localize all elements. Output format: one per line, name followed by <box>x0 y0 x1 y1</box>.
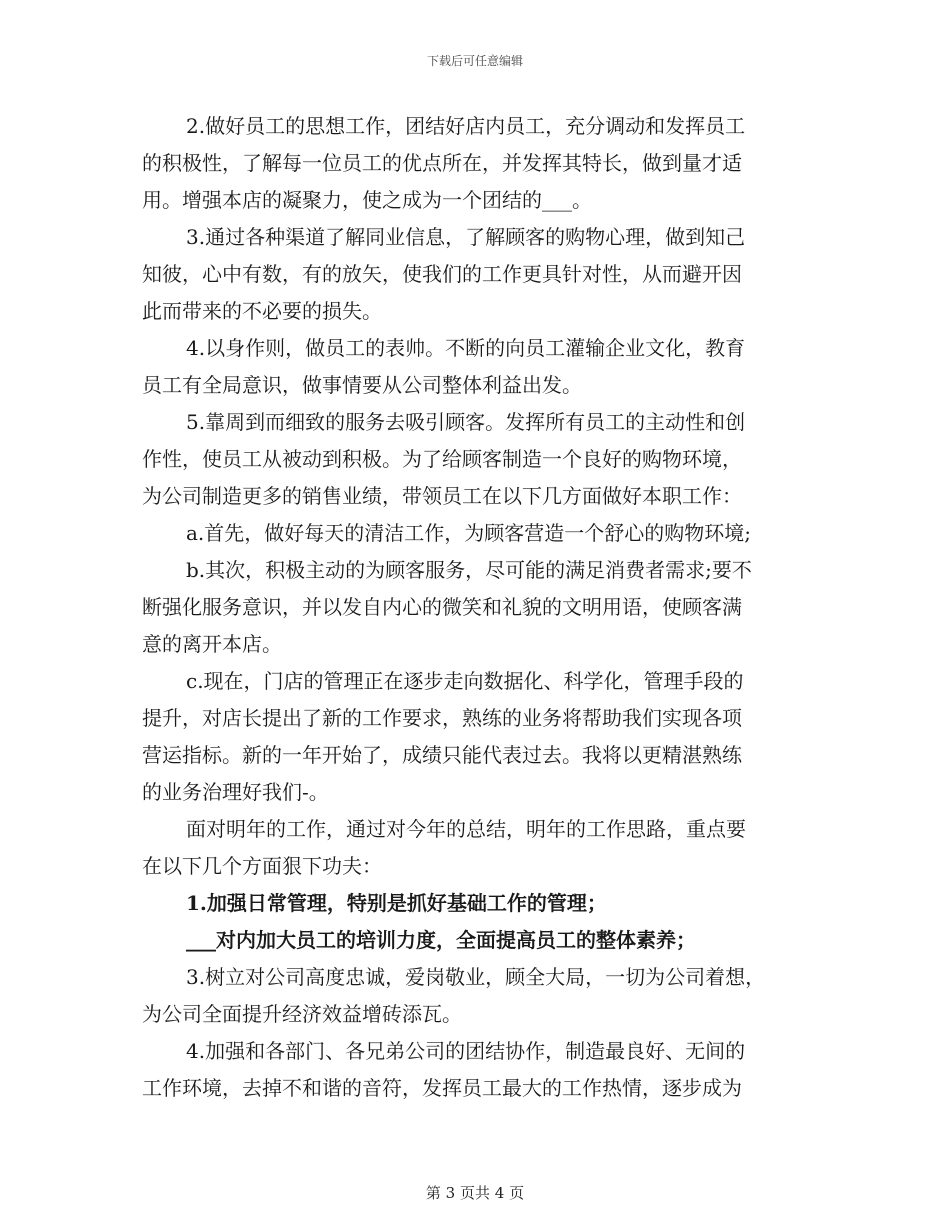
paragraph-line: 的业务治理好我们-。 <box>142 780 329 804</box>
bold-heading-line: 1.加强日常管理，特别是抓好基础工作的管理； <box>186 891 607 915</box>
paragraph-line: 为公司制造更多的销售业绩，带领员工在以下几方面做好本职工作： <box>142 484 742 508</box>
paragraph-line: a.首先，做好每天的清洁工作，为顾客营造一个舒心的购物环境; <box>186 521 752 545</box>
paragraph-line: b.其次，积极主动的为顾客服务，尽可能的满足消费者需求;要不 <box>186 558 752 582</box>
paragraph-line: 意的离开本店。 <box>142 632 282 656</box>
paragraph-line: 断强化服务意识，并以发自内心的微笑和礼貌的文明用语，使顾客满 <box>142 595 742 619</box>
page-footer: 第 3 页共 4 页 <box>425 1184 525 1202</box>
paragraph-line: 4.加强和各部门、各兄弟公司的团结协作，制造最良好、无间的 <box>186 1039 746 1063</box>
paragraph-line: 作性，使员工从被动到积极。为了给顾客制造一个良好的购物环境， <box>142 447 742 471</box>
paragraph-line: 为公司全面提升经济效益增砖添瓦。 <box>142 1002 462 1026</box>
paragraph-line: 营运指标。新的一年开始了，成绩只能代表过去。我将以更精湛熟练 <box>142 743 742 767</box>
bold-heading-line: ___对内加大员工的培训力度，全面提高员工的整体素养； <box>186 928 696 952</box>
document-body <box>142 108 812 1107</box>
page-header: 下载后可任意编辑 <box>426 54 523 68</box>
paragraph-line: 2.做好员工的思想工作，团结好店内员工，充分调动和发挥员工 <box>186 114 746 138</box>
paragraph-line: 在以下几个方面狠下功夫： <box>142 854 382 878</box>
paragraph-line: 4.以身作则，做员工的表帅。不断的向员工灌输企业文化，教育 <box>186 336 746 360</box>
paragraph-line: 知彼，心中有数，有的放矢，使我们的工作更具针对性，从而避开因 <box>142 262 742 286</box>
paragraph-line: 用。增强本店的凝聚力，使之成为一个团结的___。 <box>142 188 592 212</box>
paragraph-line: 的积极性，了解每一位员工的优点所在，并发挥其特长，做到量才适 <box>142 151 742 175</box>
paragraph-line: c.现在，门店的管理正在逐步走向数据化、科学化，管理手段的 <box>186 669 744 693</box>
paragraph-line: 员工有全局意识，做事情要从公司整体利益出发。 <box>142 373 582 397</box>
paragraph-line: 5.靠周到而细致的服务去吸引顾客。发挥所有员工的主动性和创 <box>186 410 746 434</box>
paragraph-line: 面对明年的工作，通过对今年的总结，明年的工作思路，重点要 <box>186 817 746 841</box>
paragraph-line: 工作环境，去掉不和谐的音符，发挥员工最大的工作热情，逐步成为 <box>142 1076 742 1100</box>
paragraph-line: 3.树立对公司高度忠诚，爱岗敬业，顾全大局，一切为公司着想， <box>186 965 766 989</box>
paragraph-line: 3.通过各种渠道了解同业信息，了解顾客的购物心理，做到知己 <box>186 225 746 249</box>
paragraph-line: 提升，对店长提出了新的工作要求，熟练的业务将帮助我们实现各项 <box>142 706 742 730</box>
paragraph-line: 此而带来的不必要的损失。 <box>142 299 382 323</box>
